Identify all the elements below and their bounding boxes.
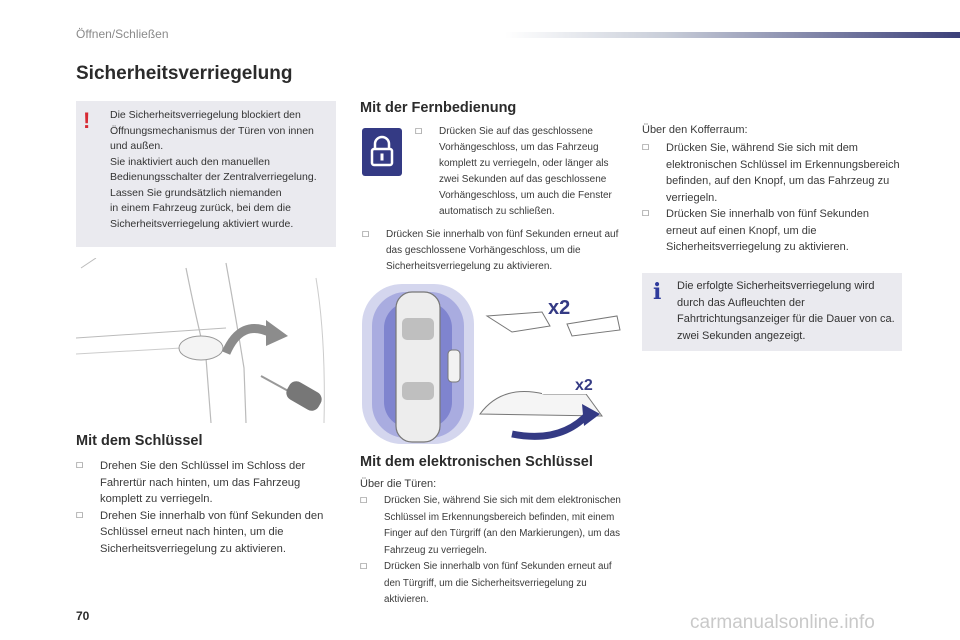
remote-heading: Mit der Fernbedienung xyxy=(360,100,517,116)
electronic-key-list xyxy=(360,493,622,609)
info-icon: i xyxy=(653,279,662,305)
with-key-heading: Mit dem Schlüssel xyxy=(76,433,203,449)
electronic-key-intro: Über die Türen: xyxy=(360,478,437,490)
trunk-intro: Über den Kofferraum: xyxy=(642,124,748,136)
warning-line: Sicherheitsverriegelung aktiviert wurde. xyxy=(110,217,294,230)
press-count-label-2: x2 xyxy=(575,377,593,394)
door-key-illustration xyxy=(76,258,336,426)
warning-line: Sie inaktiviert auch den manuellen xyxy=(110,155,270,168)
warning-exclamation-icon: ! xyxy=(83,108,91,133)
list-item: ☐ Drücken Sie, während Sie sich mit dem elektronischen Schlüssel im Erkennungsbereich befinden, mit einem Finger auf den Türgriff (an den Markierungen), um das Fahrzeug zu verriegeln. xyxy=(360,493,622,559)
info-text: Die erfolgte Sicherheitsverriegelung wird durch das Aufleuchten der Fahrtrichtungsanzeiger für die Dauer von ca. zwei Sekunden angezeigt. xyxy=(677,280,895,342)
press-count-label: x2 xyxy=(548,297,571,319)
watermark: carmanualsonline.info xyxy=(690,612,875,633)
section-header: Öffnen/Schließen xyxy=(76,27,169,41)
header-gradient-bar xyxy=(505,32,960,38)
with-key-list xyxy=(76,458,336,557)
list-item: ☐ Drücken Sie auf das geschlossene Vorhängeschloss, um das Fahrzeug komplett zu verriegeln, oder länger als zwei Sekunden auf das geschlossene Vorhängeschloss, um auch die Fenster automatisch zu schließen. xyxy=(415,124,625,220)
list-item: ☐ Drücken Sie innerhalb von fünf Sekunden erneut auf den Türgriff, um die Sicherheitsverriegelung zu aktivieren. xyxy=(360,559,622,609)
electronic-key-heading: Mit dem elektronischen Schlüssel xyxy=(360,454,593,470)
remote-list-1 xyxy=(415,124,625,220)
list-item: ☐ Drücken Sie, während Sie sich mit dem elektronischen Schlüssel im Erkennungsbereich befinden, auf den Knopf, um das Fahrzeug zu verriegeln. xyxy=(642,140,900,206)
warning-line: und außen. xyxy=(110,140,164,152)
list-item: ☐ Drehen Sie innerhalb von fünf Sekunden den Schlüssel erneut nach hinten, um die Sicherheitsverriegelung zu aktivieren. xyxy=(76,508,336,558)
warning-text xyxy=(110,108,332,232)
page-number: 70 xyxy=(76,609,90,623)
warning-line: Bedienungsschalter der Zentralverriegelung. xyxy=(110,171,317,183)
warning-line: Öffnungsmechanismus der Türen von innen xyxy=(110,124,314,137)
list-item: ☐ Drücken Sie innerhalb von fünf Sekunden erneut auf das geschlossene Vorhängeschloss, um die Sicherheitsverriegelung zu aktivieren. xyxy=(362,227,624,275)
warning-line: Die Sicherheitsverriegelung blockiert den xyxy=(110,109,301,121)
padlock-icon xyxy=(362,128,402,176)
page-title: Sicherheitsverriegelung xyxy=(76,63,293,84)
car-detection-illustration xyxy=(362,284,624,444)
warning-line: Lassen Sie grundsätzlich niemanden xyxy=(110,186,282,199)
list-item: ☐ Drücken Sie innerhalb von fünf Sekunden erneut auf einen Knopf, um die Sicherheitsverriegelung zu aktivieren. xyxy=(642,206,900,256)
remote-list-2 xyxy=(362,227,624,275)
trunk-list xyxy=(642,140,900,256)
warning-line: in einem Fahrzeug zurück, bei dem die xyxy=(110,202,291,214)
list-item: ☐ Drehen Sie den Schlüssel im Schloss der Fahrertür nach hinten, um das Fahrzeug komplett zu verriegeln. xyxy=(76,458,336,508)
